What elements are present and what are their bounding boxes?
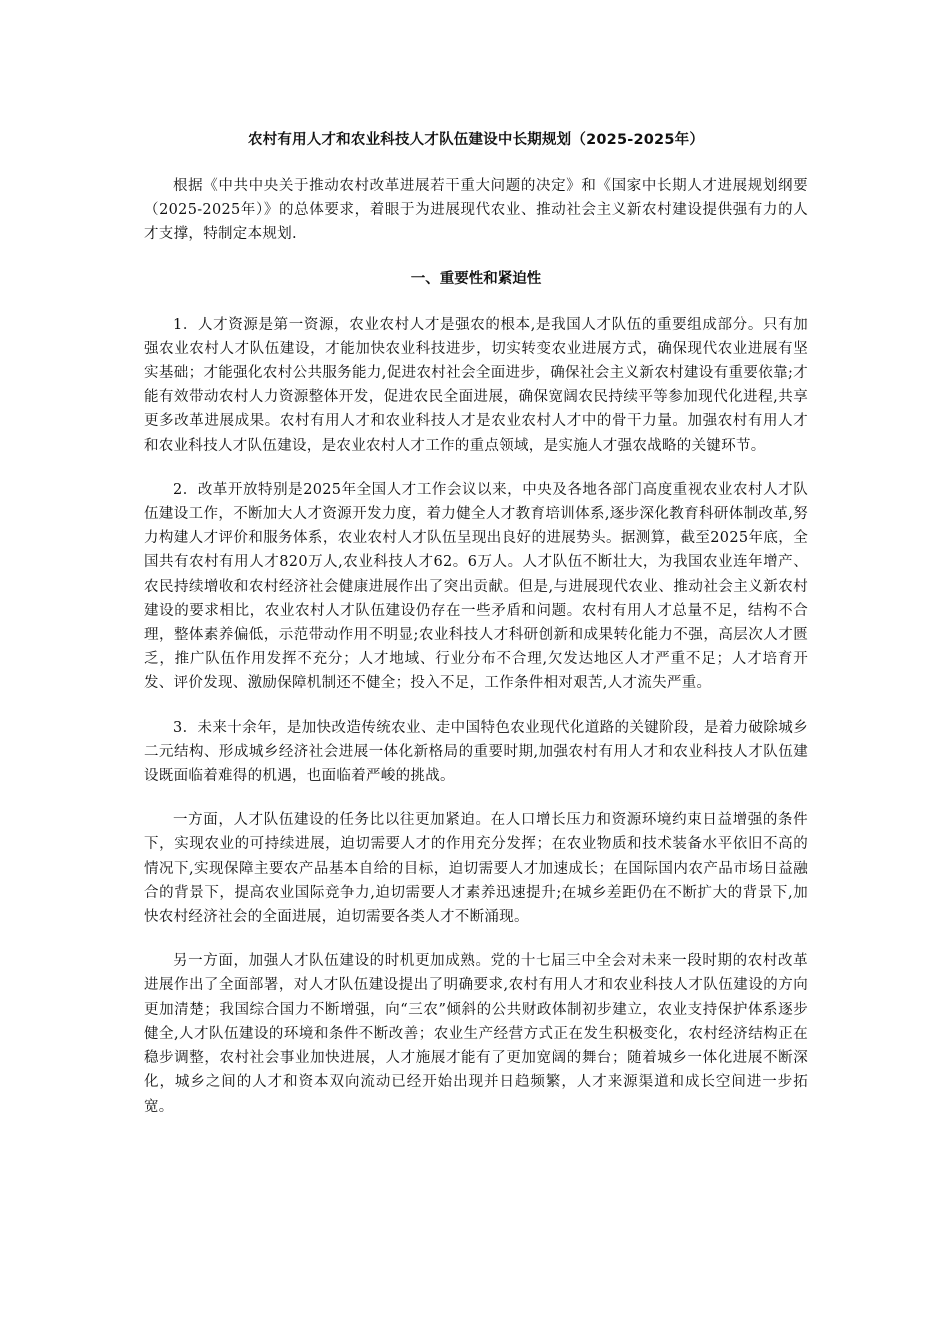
paragraph-3: 3．未来十余年，是加快改造传统农业、走中国特色农业现代化道路的关键阶段，是着力破除城乡二元结构、形成城乡经济社会进展一体化新格局的重要时期,加强农村有用人才和农业科技人才队伍建设既面临着难得的机遇，也面临着严峻的挑战。 — [144, 719, 808, 785]
document-page — [144, 128, 808, 1139]
paragraph-5: 另一方面，加强人才队伍建设的时机更加成熟。党的十七届三中全会对未来一段时期的农村改革进展作出了全面部署，对人才队伍建设提出了明确要求,农村有用人才和农业科技人才队伍建设的方向更加清楚；我国综合国力不断增强，向“三农”倾斜的公共财政体制初步建立，农业支持保护体系逐步健全,人才队伍建设的环境和条件不断改善；农业生产经营方式正在发生积极变化，农村经济结构正在稳步调整，农村社会事业加快进展，人才施展才能有了更加宽阔的舞台；随着城乡一体化进展不断深化，城乡之间的人才和资本双向流动已经开始出现并日趋频繁，人才来源渠道和成长空间进一步拓宽。 — [144, 953, 808, 1115]
paragraph-1: 1．人才资源是第一资源，农业农村人才是强农的根本,是我国人才队伍的重要组成部分。只有加强农业农村人才队伍建设，才能加快农业科技进步，切实转变农业进展方式，确保现代农业进展有坚实基础；才能强化农村公共服务能力,促进农村社会全面进步，确保社会主义新农村建设有重要依靠;才能有效带动农村人力资源整体开发，促进农民全面进展，确保宽阔农民持续平等参加现代化进程,共享更多改革进展成果。农村有用人才和农业科技人才是农业农村人才中的骨干力量。加强农村有用人才和农业科技人才队伍建设，是农业农村人才工作的重点领域，是实施人才强农战略的关键环节。 — [144, 316, 808, 454]
paragraph-2: 2．改革开放特别是2025年全国人才工作会议以来，中央及各地各部门高度重视农业农村人才队伍建设工作，不断加大人才资源开发力度，着力健全人才教育培训体系,逐步深化教育科研体制改革,努力构建人才评价和服务体系，农业农村人才队伍呈现出良好的进展势头。据测算，截至2025年底，全国共有农村有用人才820万人,农业科技人才62。6万人。人才队伍不断壮大，为我国农业连年增产、农民持续增收和农村经济社会健康进展作出了突出贡献。但是,与进展现代农业、推动社会主义新农村建设的要求相比，农业农村人才队伍建设仍存在一些矛盾和问题。农村有用人才总量不足，结构不合理，整体素养偏低，示范带动作用不明显;农业科技人才科研创新和成果转化能力不强，高层次人才匮乏，推广队伍作用发挥不充分；人才地域、行业分布不合理,欠发达地区人才严重不足；人才培育开发、评价发现、激励保障机制还不健全；投入不足，工作条件相对艰苦,人才流失严重。 — [144, 481, 808, 692]
document-title: 农村有用人才和农业科技人才队伍建设中长期规划（2025-2025年） — [247, 132, 705, 148]
section-heading-importance: 一、重要性和紧迫性 — [410, 270, 542, 287]
intro-paragraph: 根据《中共中央关于推动农村改革进展若干重大问题的决定》和《国家中长期人才进展规划纲要（2025-2025年）》的总体要求，着眼于为进展现代农业、推动社会主义新农村建设提供强有力的人才支撑，特制定本规划. — [144, 178, 808, 243]
paragraph-4: 一方面，人才队伍建设的任务比以往更加紧迫。在人口增长压力和资源环境约束日益增强的条件下，实现农业的可持续进展，迫切需要人才的作用充分发挥；在农业物质和技术装备水平依旧不高的情况下,实现保障主要农产品基本自给的目标，迫切需要人才加速成长；在国际国内农产品市场日益融合的背景下，提高农业国际竞争力,迫切需要人才素养迅速提升;在城乡差距仍在不断扩大的背景下,加快农村经济社会的全面进展，迫切需要各类人才不断涌现。 — [144, 812, 808, 926]
